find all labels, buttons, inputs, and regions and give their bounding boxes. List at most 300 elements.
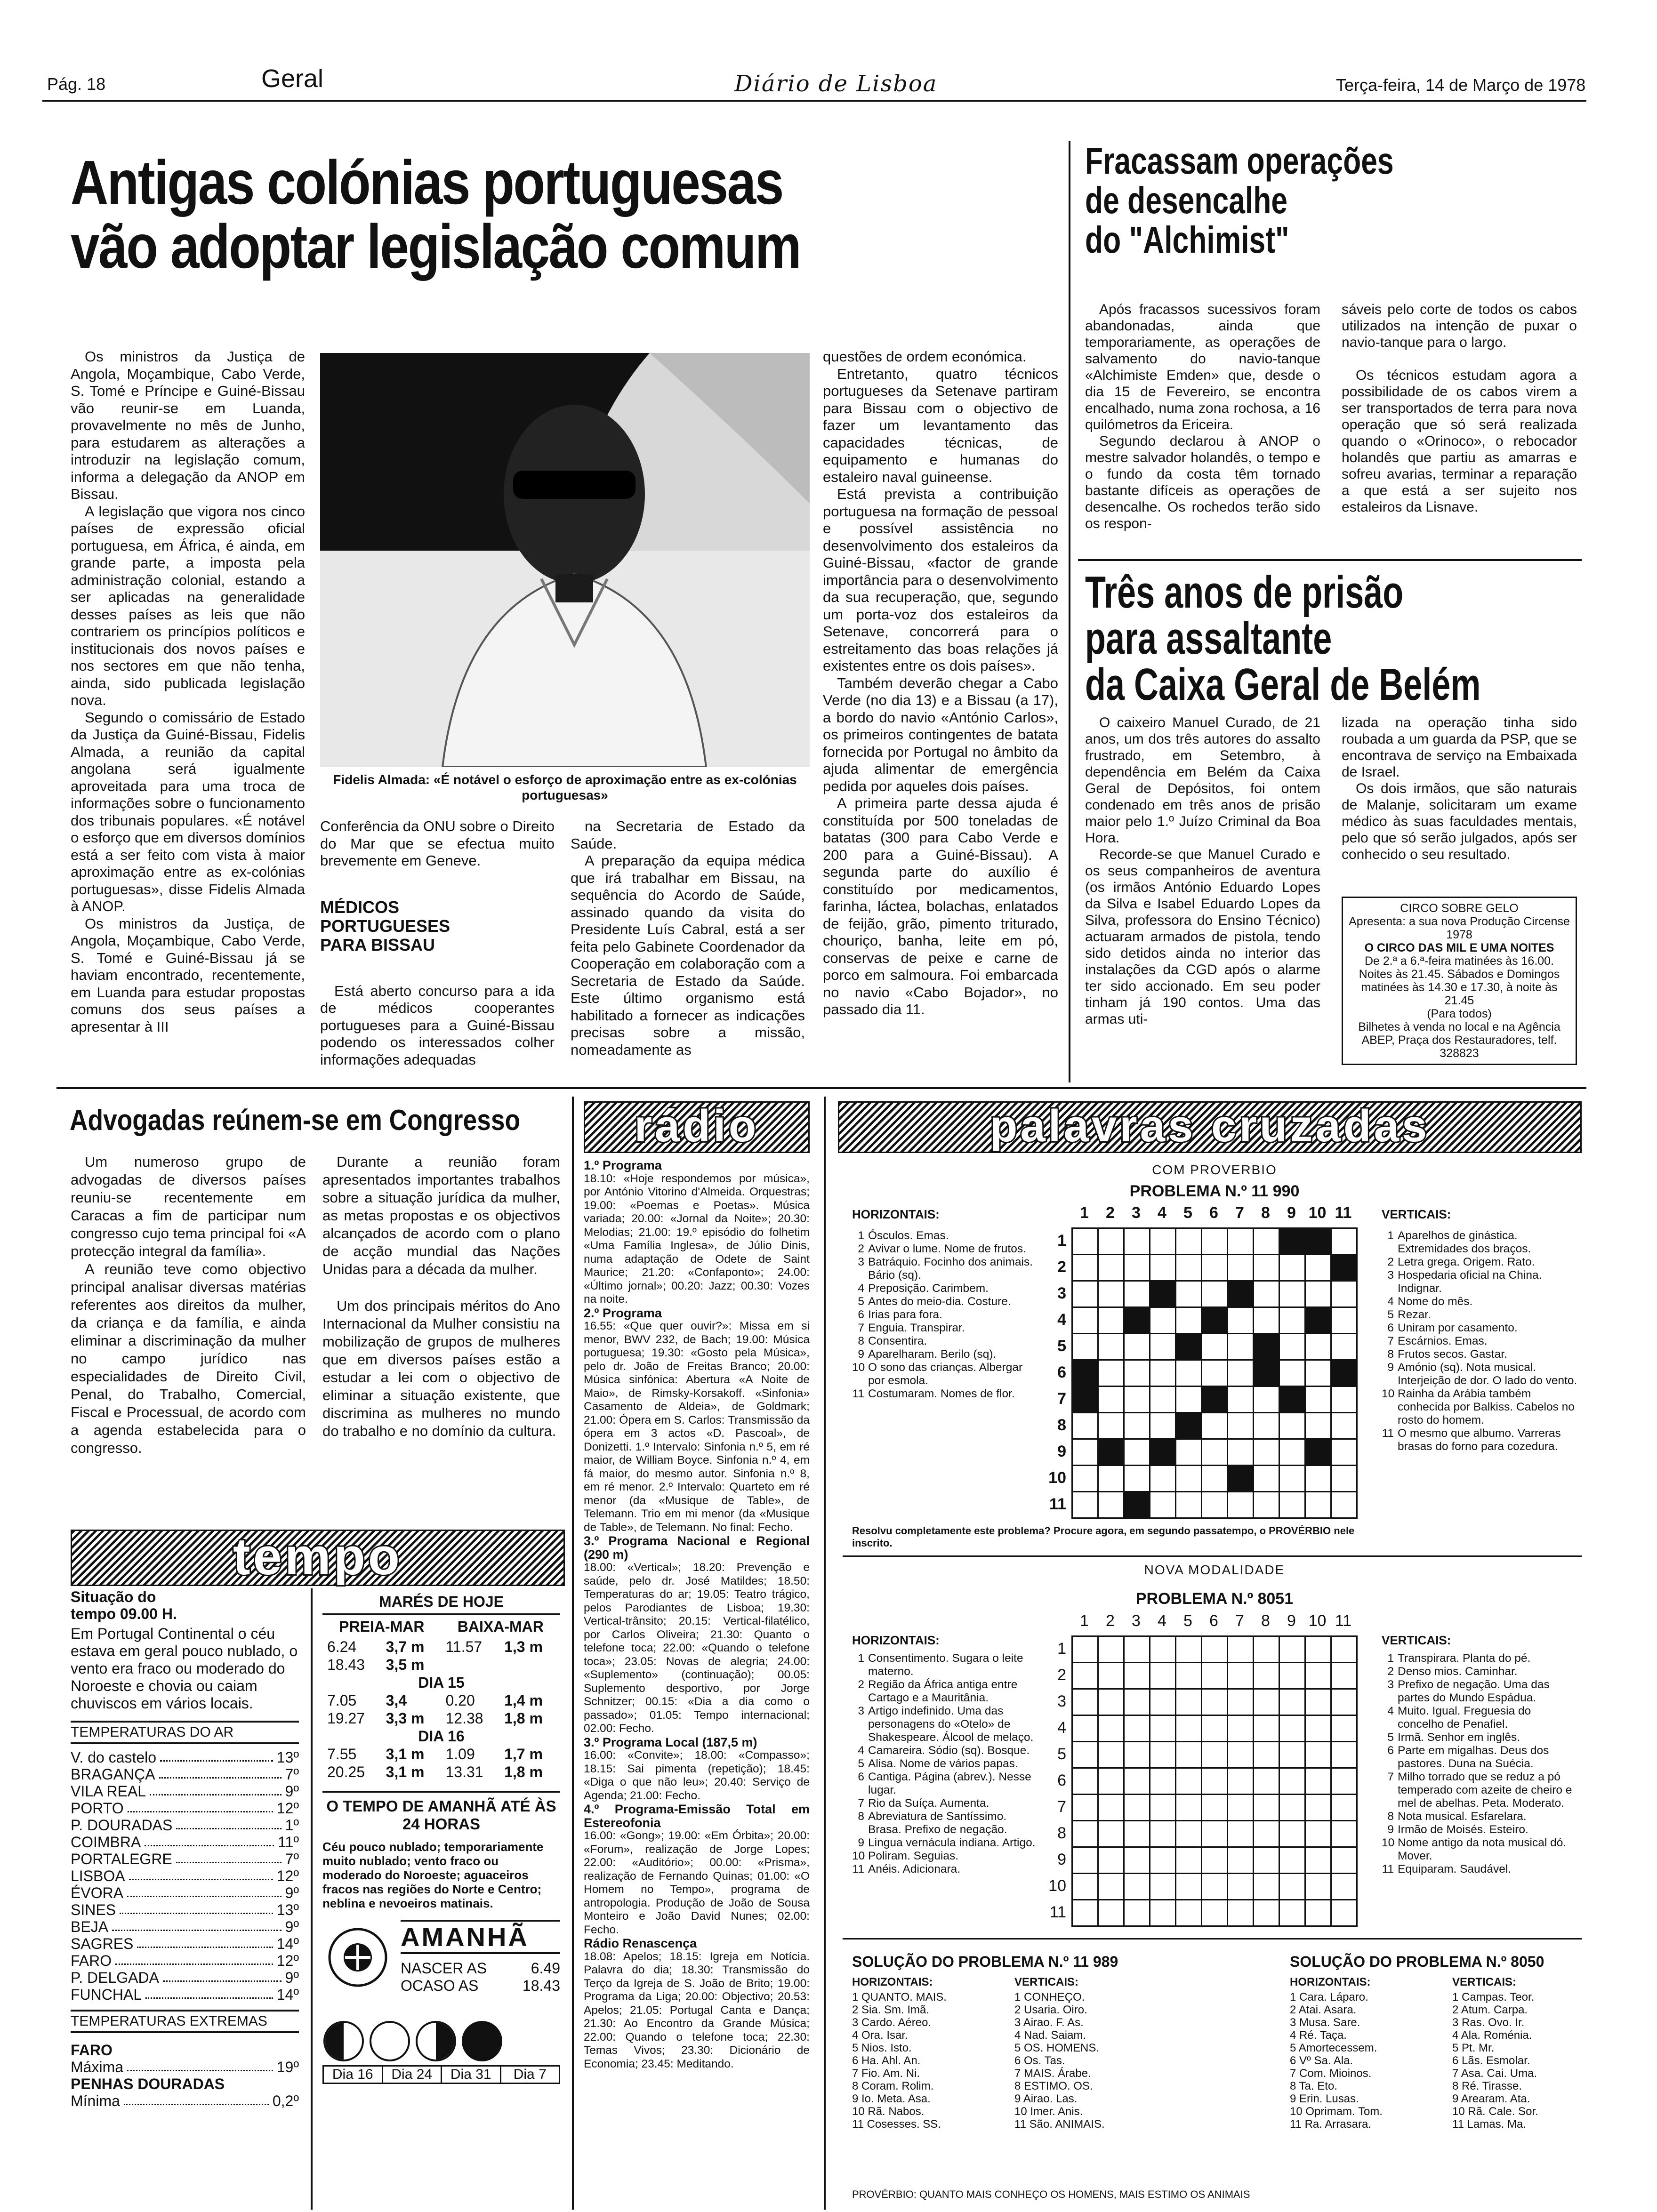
grid-cell[interactable] xyxy=(1331,1663,1357,1689)
grid-cell[interactable] xyxy=(1331,1874,1357,1900)
grid-cell[interactable] xyxy=(1305,1768,1331,1795)
grid-cell[interactable] xyxy=(1124,1900,1150,1926)
grid-cell[interactable] xyxy=(1228,1334,1254,1360)
grid-cell[interactable] xyxy=(1098,1636,1124,1663)
temp-place: BRAGANÇA xyxy=(71,1766,155,1783)
grid-cell[interactable] xyxy=(1150,1689,1176,1715)
clue-number: 6 xyxy=(1387,1322,1394,1334)
grid-cell[interactable] xyxy=(1098,1228,1124,1255)
grid-cell[interactable] xyxy=(1202,1742,1228,1768)
grid-cell[interactable] xyxy=(1202,1689,1228,1715)
grid-cell[interactable] xyxy=(1254,1715,1279,1742)
temp-row xyxy=(71,1935,299,1952)
temp-place: SAGRES xyxy=(71,1935,134,1952)
grid-cell[interactable] xyxy=(1072,1307,1098,1334)
grid-cell[interactable] xyxy=(1202,1466,1228,1492)
grid-cell[interactable] xyxy=(1254,1900,1279,1926)
grid-cell[interactable] xyxy=(1124,1768,1150,1795)
grid-cell[interactable] xyxy=(1072,1281,1098,1307)
grid-cell[interactable] xyxy=(1331,1492,1357,1518)
grid-cell[interactable] xyxy=(1331,1360,1357,1387)
grid-cell[interactable] xyxy=(1202,1281,1228,1307)
grid-cell[interactable] xyxy=(1124,1715,1150,1742)
grid-cell[interactable] xyxy=(1150,1439,1176,1466)
grid-cell[interactable] xyxy=(1150,1466,1176,1492)
grid-cell[interactable] xyxy=(1279,1439,1305,1466)
grid-cell[interactable] xyxy=(1202,1636,1228,1663)
grid-cell[interactable] xyxy=(1202,1413,1228,1439)
temp-place: P. DOURADAS xyxy=(71,1817,173,1834)
row-number: 1 xyxy=(1057,1232,1066,1250)
grid-cell[interactable] xyxy=(1279,1636,1305,1663)
grid-cell[interactable] xyxy=(1331,1255,1357,1281)
grid-cell[interactable] xyxy=(1305,1228,1331,1255)
grid-cell[interactable] xyxy=(1279,1387,1305,1413)
dot-leader xyxy=(145,1834,274,1846)
grid-cell[interactable] xyxy=(1124,1307,1150,1334)
grid-cell[interactable] xyxy=(1124,1821,1150,1847)
clue-number: 10 xyxy=(1382,1387,1395,1400)
grid-cell[interactable] xyxy=(1150,1847,1176,1874)
grid-cell[interactable] xyxy=(1331,1228,1357,1255)
grid-cell[interactable] xyxy=(1305,1466,1331,1492)
dot-leader xyxy=(128,1800,273,1812)
grid-cell[interactable] xyxy=(1072,1821,1098,1847)
grid-cell[interactable] xyxy=(1176,1821,1202,1847)
grid-cell[interactable] xyxy=(1176,1281,1202,1307)
grid-cell[interactable] xyxy=(1305,1689,1331,1715)
grid-cell[interactable] xyxy=(1331,1413,1357,1439)
grid-cell[interactable] xyxy=(1176,1466,1202,1492)
grid-cell[interactable] xyxy=(1331,1742,1357,1768)
grid-cell[interactable] xyxy=(1279,1360,1305,1387)
grid-cell[interactable] xyxy=(1228,1715,1254,1742)
grid-cell[interactable] xyxy=(1176,1439,1202,1466)
grid-cell[interactable] xyxy=(1124,1466,1150,1492)
extreme1-place: FARO xyxy=(71,2042,113,2059)
grid-cell[interactable] xyxy=(1305,1847,1331,1874)
grid-cell[interactable] xyxy=(1228,1663,1254,1689)
grid-cell[interactable] xyxy=(1176,1900,1202,1926)
column-number: 11 xyxy=(1335,1204,1352,1222)
clue xyxy=(1382,1731,1579,1744)
clue-number: 4 xyxy=(1387,1295,1394,1308)
grid-cell[interactable] xyxy=(1202,1874,1228,1900)
grid-cell[interactable] xyxy=(1254,1492,1279,1518)
grid-cell[interactable] xyxy=(1098,1900,1124,1926)
grid-cell[interactable] xyxy=(1202,1715,1228,1742)
grid-cell[interactable] xyxy=(1150,1492,1176,1518)
grid-cell[interactable] xyxy=(1150,1663,1176,1689)
grid-cell[interactable] xyxy=(1098,1715,1124,1742)
grid-cell[interactable] xyxy=(1124,1334,1150,1360)
temp-row xyxy=(71,1749,299,1766)
grid-cell[interactable] xyxy=(1254,1228,1279,1255)
grid-cell[interactable] xyxy=(1331,1768,1357,1795)
grid-cell[interactable] xyxy=(1331,1334,1357,1360)
grid-cell[interactable] xyxy=(1124,1387,1150,1413)
grid-cell[interactable] xyxy=(1228,1821,1254,1847)
grid-cell[interactable] xyxy=(1072,1742,1098,1768)
grid-cell[interactable] xyxy=(1176,1715,1202,1742)
grid-cell[interactable] xyxy=(1254,1689,1279,1715)
grid-cell[interactable] xyxy=(1098,1413,1124,1439)
grid-cell[interactable] xyxy=(1176,1492,1202,1518)
clue-number: 8 xyxy=(1387,1810,1394,1823)
grid-cell[interactable] xyxy=(1150,1900,1176,1926)
tide-row xyxy=(323,1763,559,1780)
grid-cell[interactable] xyxy=(1176,1228,1202,1255)
solution-line: 9 Airao. Las. xyxy=(1014,2092,1078,2105)
grid-cell[interactable] xyxy=(1202,1663,1228,1689)
radio-heading: 2.º Programa xyxy=(584,1306,662,1320)
grid-cell[interactable] xyxy=(1098,1768,1124,1795)
solution-line: 3 Musa. Sare. xyxy=(1290,2016,1360,2029)
grid-cell[interactable] xyxy=(1150,1255,1176,1281)
grid-cell[interactable] xyxy=(1305,1715,1331,1742)
grid-cell[interactable] xyxy=(1150,1387,1176,1413)
grid-cell[interactable] xyxy=(1279,1795,1305,1821)
grid-cell[interactable] xyxy=(1254,1387,1279,1413)
column-number: 5 xyxy=(1183,1612,1192,1630)
grid-cell[interactable] xyxy=(1176,1663,1202,1689)
grid-cell[interactable] xyxy=(1305,1742,1331,1768)
grid-cell[interactable] xyxy=(1254,1255,1279,1281)
grid-cell[interactable] xyxy=(1124,1636,1150,1663)
grid-cell[interactable] xyxy=(1150,1636,1176,1663)
grid-cell[interactable] xyxy=(1202,1228,1228,1255)
grid-cell[interactable] xyxy=(1098,1439,1124,1466)
grid-cell[interactable] xyxy=(1279,1255,1305,1281)
grid-cell[interactable] xyxy=(1254,1795,1279,1821)
amanha-label: AMANHÃ xyxy=(401,1920,560,1954)
clue xyxy=(1382,1361,1579,1387)
grid-cell[interactable] xyxy=(1202,1439,1228,1466)
grid-cell[interactable] xyxy=(1124,1795,1150,1821)
grid-cell[interactable] xyxy=(1279,1228,1305,1255)
alchimist-headline-line1: Fracassam operações xyxy=(1085,140,1394,182)
moon-days xyxy=(322,2065,560,2084)
grid-cell[interactable] xyxy=(1254,1281,1279,1307)
grid-cell[interactable] xyxy=(1176,1413,1202,1439)
clue-number: 3 xyxy=(858,1705,864,1717)
grid-cell[interactable] xyxy=(1202,1334,1228,1360)
solution-line: 6 Vº Sa. Ala. xyxy=(1290,2054,1353,2067)
grid-cell[interactable] xyxy=(1279,1307,1305,1334)
grid-cell[interactable] xyxy=(1072,1255,1098,1281)
grid-cell[interactable] xyxy=(1150,1742,1176,1768)
forecast-title: O TEMPO DE AMANHÃ ATÉ ÀS 24 HORAS xyxy=(322,1791,560,1833)
grid-cell[interactable] xyxy=(1305,1439,1331,1466)
grid-cell[interactable] xyxy=(1124,1360,1150,1387)
grid-cell[interactable] xyxy=(1228,1466,1254,1492)
grid-cell[interactable] xyxy=(1279,1768,1305,1795)
row-number: 10 xyxy=(1048,1877,1066,1895)
grid-cell[interactable] xyxy=(1305,1281,1331,1307)
grid-cell[interactable] xyxy=(1176,1334,1202,1360)
grid-cell[interactable] xyxy=(1279,1492,1305,1518)
grid-cell[interactable] xyxy=(1202,1387,1228,1413)
grid-cell[interactable] xyxy=(1254,1847,1279,1874)
grid-cell[interactable] xyxy=(1254,1307,1279,1334)
paragraph: Um dos principais méritos do Ano Internacional da Mulher consistiu na mobilização de grupos de mulheres que em diversos países estão a estudar a lei com o objectivo de eliminar a situação existente, que discrimina as mulheres no mundo do trabalho e no domínio da cultura. xyxy=(322,1298,560,1439)
grid-cell[interactable] xyxy=(1072,1413,1098,1439)
grid-cell[interactable] xyxy=(1098,1255,1124,1281)
grid-cell[interactable] xyxy=(1331,1387,1357,1413)
grid-cell[interactable] xyxy=(1202,1768,1228,1795)
grid-cell[interactable] xyxy=(1228,1228,1254,1255)
grid-cell[interactable] xyxy=(1072,1387,1098,1413)
grid-cell[interactable] xyxy=(1150,1360,1176,1387)
moon-phase-icon xyxy=(462,2021,502,2061)
grid-cell[interactable] xyxy=(1072,1334,1098,1360)
grid-cell[interactable] xyxy=(1072,1768,1098,1795)
grid-cell[interactable] xyxy=(1228,1439,1254,1466)
paragraph: A primeira parte dessa ajuda é constituída por 500 toneladas de batatas (300 para Cabo Verde e 200 para a Guiné-Bissau). A segunda parte do auxílio é constituído por medicamentos, farinha, láctea, bolachas, enlatados de feijão, grão, pimento triturado, chouriço, banha, leite em pó, conservas de peixe e carne de porco em salmoura. Foi embarcada no navio «Cabo Bojador», no passado dia 11. xyxy=(823,795,1058,1018)
clue xyxy=(1382,1308,1579,1322)
grid-cell[interactable] xyxy=(1072,1689,1098,1715)
grid-cell[interactable] xyxy=(1228,1255,1254,1281)
grid-cell[interactable] xyxy=(1279,1847,1305,1874)
grid-cell[interactable] xyxy=(1305,1307,1331,1334)
grid-cell[interactable] xyxy=(1305,1636,1331,1663)
grid-cell[interactable] xyxy=(1254,1360,1279,1387)
grid-cell[interactable] xyxy=(1150,1874,1176,1900)
grid-cell[interactable] xyxy=(1176,1387,1202,1413)
grid-cell[interactable] xyxy=(1098,1663,1124,1689)
grid-cell[interactable] xyxy=(1228,1636,1254,1663)
grid-cell[interactable] xyxy=(1098,1821,1124,1847)
grid-cell[interactable] xyxy=(1124,1492,1150,1518)
grid-cell[interactable] xyxy=(1098,1387,1124,1413)
grid-cell[interactable] xyxy=(1254,1663,1279,1689)
grid-cell[interactable] xyxy=(1124,1742,1150,1768)
grid-cell[interactable] xyxy=(1098,1466,1124,1492)
clue-number: 7 xyxy=(858,1797,864,1810)
grid-cell[interactable] xyxy=(1279,1663,1305,1689)
grid-cell[interactable] xyxy=(1202,1900,1228,1926)
grid-cell[interactable] xyxy=(1331,1795,1357,1821)
grid-cell[interactable] xyxy=(1254,1636,1279,1663)
grid-cell[interactable] xyxy=(1254,1334,1279,1360)
p1-grid[interactable] xyxy=(1071,1227,1358,1519)
temp-place: ÉVORA xyxy=(71,1884,124,1901)
grid-cell[interactable] xyxy=(1331,1900,1357,1926)
paragraph: Os ministros da Justiça de Angola, Moçambique, Cabo Verde, S. Tomé e Príncipe e Guiné-Bissau vão reunir-se em Luanda, provavelmente no mês de Junho, para estudarem as alterações a introduzir na legislação comum, informa a delegação da ANOP em Bissau. xyxy=(71,348,305,502)
grid-cell[interactable] xyxy=(1176,1768,1202,1795)
grid-cell[interactable] xyxy=(1098,1689,1124,1715)
grid-cell[interactable] xyxy=(1331,1281,1357,1307)
clue-number: 5 xyxy=(858,1757,864,1770)
grid-cell[interactable] xyxy=(1279,1334,1305,1360)
grid-cell[interactable] xyxy=(1305,1663,1331,1689)
grid-cell[interactable] xyxy=(1072,1715,1098,1742)
grid-cell[interactable] xyxy=(1331,1715,1357,1742)
grid-cell[interactable] xyxy=(1305,1821,1331,1847)
clue-number: 8 xyxy=(858,1810,864,1823)
grid-cell[interactable] xyxy=(1098,1492,1124,1518)
grid-cell[interactable] xyxy=(1202,1255,1228,1281)
grid-cell[interactable] xyxy=(1072,1636,1098,1663)
grid-cell[interactable] xyxy=(1279,1689,1305,1715)
grid-cell[interactable] xyxy=(1202,1492,1228,1518)
grid-cell[interactable] xyxy=(1176,1847,1202,1874)
grid-cell[interactable] xyxy=(1202,1847,1228,1874)
grid-cell[interactable] xyxy=(1254,1413,1279,1439)
grid-cell[interactable] xyxy=(1254,1466,1279,1492)
moon-phase-icon xyxy=(416,2021,456,2061)
grid-cell[interactable] xyxy=(1124,1847,1150,1874)
grid-cell[interactable] xyxy=(1279,1715,1305,1742)
grid-cell[interactable] xyxy=(1331,1847,1357,1874)
grid-cell[interactable] xyxy=(1150,1281,1176,1307)
grid-cell[interactable] xyxy=(1279,1874,1305,1900)
grid-cell[interactable] xyxy=(1098,1795,1124,1821)
grid-cell[interactable] xyxy=(1331,1636,1357,1663)
grid-cell[interactable] xyxy=(1228,1689,1254,1715)
grid-cell[interactable] xyxy=(1202,1307,1228,1334)
grid-cell[interactable] xyxy=(1124,1439,1150,1466)
grid-cell[interactable] xyxy=(1124,1689,1150,1715)
grid-cell[interactable] xyxy=(1072,1228,1098,1255)
grid-cell[interactable] xyxy=(1150,1795,1176,1821)
clue xyxy=(1382,1652,1579,1665)
grid-cell[interactable] xyxy=(1228,1360,1254,1387)
grid-cell[interactable] xyxy=(1176,1307,1202,1334)
grid-cell[interactable] xyxy=(1305,1900,1331,1926)
grid-cell[interactable] xyxy=(1124,1228,1150,1255)
clue-number: 5 xyxy=(1387,1308,1394,1321)
grid-cell[interactable] xyxy=(1305,1795,1331,1821)
grid-cell[interactable] xyxy=(1331,1439,1357,1466)
grid-cell[interactable] xyxy=(1279,1281,1305,1307)
grid-cell[interactable] xyxy=(1279,1900,1305,1926)
grid-cell[interactable] xyxy=(1150,1228,1176,1255)
grid-cell[interactable] xyxy=(1098,1281,1124,1307)
grid-cell[interactable] xyxy=(1305,1334,1331,1360)
grid-cell[interactable] xyxy=(1072,1874,1098,1900)
grid-cell[interactable] xyxy=(1254,1874,1279,1900)
tide-cell: 0.20 xyxy=(445,1692,475,1709)
grid-cell[interactable] xyxy=(1279,1821,1305,1847)
grid-cell[interactable] xyxy=(1305,1255,1331,1281)
grid-cell[interactable] xyxy=(1150,1715,1176,1742)
p2-grid[interactable] xyxy=(1071,1635,1358,1927)
grid-cell[interactable] xyxy=(1228,1874,1254,1900)
grid-cell[interactable] xyxy=(1150,1768,1176,1795)
grid-cell[interactable] xyxy=(1150,1334,1176,1360)
grid-cell[interactable] xyxy=(1228,1492,1254,1518)
grid-cell[interactable] xyxy=(1124,1281,1150,1307)
grid-cell[interactable] xyxy=(1072,1900,1098,1926)
grid-cell[interactable] xyxy=(1124,1663,1150,1689)
grid-cell[interactable] xyxy=(1228,1768,1254,1795)
grid-cell[interactable] xyxy=(1150,1307,1176,1334)
grid-cell[interactable] xyxy=(1176,1636,1202,1663)
grid-cell[interactable] xyxy=(1202,1795,1228,1821)
grid-cell[interactable] xyxy=(1305,1387,1331,1413)
grid-cell[interactable] xyxy=(1331,1689,1357,1715)
grid-cell[interactable] xyxy=(1228,1742,1254,1768)
grid-cell[interactable] xyxy=(1279,1413,1305,1439)
radio-paragraph: 16.00: «Convite»; 18.00: «Compasso»; 18.15: Sai pimenta (repetição); 18.45: «Diga o que não leu»; 20.40: Serviço de Agenda; 21.00: Fecho. xyxy=(584,1749,810,1802)
grid-cell[interactable] xyxy=(1098,1874,1124,1900)
grid-cell[interactable] xyxy=(1098,1334,1124,1360)
grid-cell[interactable] xyxy=(1098,1360,1124,1387)
clue xyxy=(852,1242,1036,1256)
grid-cell[interactable] xyxy=(1176,1874,1202,1900)
grid-cell[interactable] xyxy=(1228,1307,1254,1334)
grid-cell[interactable] xyxy=(1098,1307,1124,1334)
grid-cell[interactable] xyxy=(1254,1439,1279,1466)
prisao-col2 xyxy=(1342,714,1577,863)
grid-cell[interactable] xyxy=(1072,1466,1098,1492)
grid-cell[interactable] xyxy=(1228,1900,1254,1926)
grid-cell[interactable] xyxy=(1305,1360,1331,1387)
grid-cell[interactable] xyxy=(1150,1821,1176,1847)
temp-row xyxy=(71,1800,299,1817)
grid-cell[interactable] xyxy=(1202,1821,1228,1847)
grid-cell[interactable] xyxy=(1331,1307,1357,1334)
grid-cell[interactable] xyxy=(1228,1795,1254,1821)
grid-cell[interactable] xyxy=(1228,1847,1254,1874)
grid-cell[interactable] xyxy=(1202,1360,1228,1387)
grid-cell[interactable] xyxy=(1124,1255,1150,1281)
clue-number: 3 xyxy=(1387,1678,1394,1691)
prisao-headline-line3: da Caixa Geral de Belém xyxy=(1085,659,1481,710)
grid-cell[interactable] xyxy=(1305,1492,1331,1518)
grid-cell[interactable] xyxy=(1098,1742,1124,1768)
grid-cell[interactable] xyxy=(1124,1413,1150,1439)
grid-cell[interactable] xyxy=(1176,1689,1202,1715)
grid-cell[interactable] xyxy=(1098,1847,1124,1874)
grid-cell[interactable] xyxy=(1305,1874,1331,1900)
grid-cell[interactable] xyxy=(1176,1360,1202,1387)
grid-cell[interactable] xyxy=(1072,1847,1098,1874)
grid-cell[interactable] xyxy=(1072,1663,1098,1689)
grid-cell[interactable] xyxy=(1228,1281,1254,1307)
grid-cell[interactable] xyxy=(1254,1742,1279,1768)
grid-cell[interactable] xyxy=(1228,1387,1254,1413)
alchimist-col2 xyxy=(1342,301,1577,515)
grid-cell[interactable] xyxy=(1305,1413,1331,1439)
grid-cell[interactable] xyxy=(1279,1466,1305,1492)
grid-cell[interactable] xyxy=(1228,1413,1254,1439)
grid-cell[interactable] xyxy=(1176,1255,1202,1281)
grid-cell[interactable] xyxy=(1150,1413,1176,1439)
clue xyxy=(1382,1427,1579,1453)
radio-heading: 3.º Programa Local (187,5 m) xyxy=(584,1735,757,1749)
grid-cell[interactable] xyxy=(1124,1874,1150,1900)
grid-cell[interactable] xyxy=(1072,1360,1098,1387)
clue-text: Nome do mês. xyxy=(1398,1295,1473,1308)
grid-cell[interactable] xyxy=(1072,1492,1098,1518)
grid-cell[interactable] xyxy=(1279,1742,1305,1768)
grid-cell[interactable] xyxy=(1176,1795,1202,1821)
grid-cell[interactable] xyxy=(1176,1742,1202,1768)
dot-leader xyxy=(150,1783,281,1795)
grid-cell[interactable] xyxy=(1254,1821,1279,1847)
solution-line: 9 Erin. Lusas. xyxy=(1290,2092,1359,2105)
grid-cell[interactable] xyxy=(1072,1795,1098,1821)
grid-cell[interactable] xyxy=(1331,1466,1357,1492)
grid-cell[interactable] xyxy=(1331,1821,1357,1847)
clue xyxy=(852,1282,1036,1295)
column-number: 6 xyxy=(1209,1204,1218,1222)
p1-column-numbers xyxy=(1071,1204,1356,1222)
grid-cell[interactable] xyxy=(1072,1439,1098,1466)
grid-cell[interactable] xyxy=(1254,1768,1279,1795)
